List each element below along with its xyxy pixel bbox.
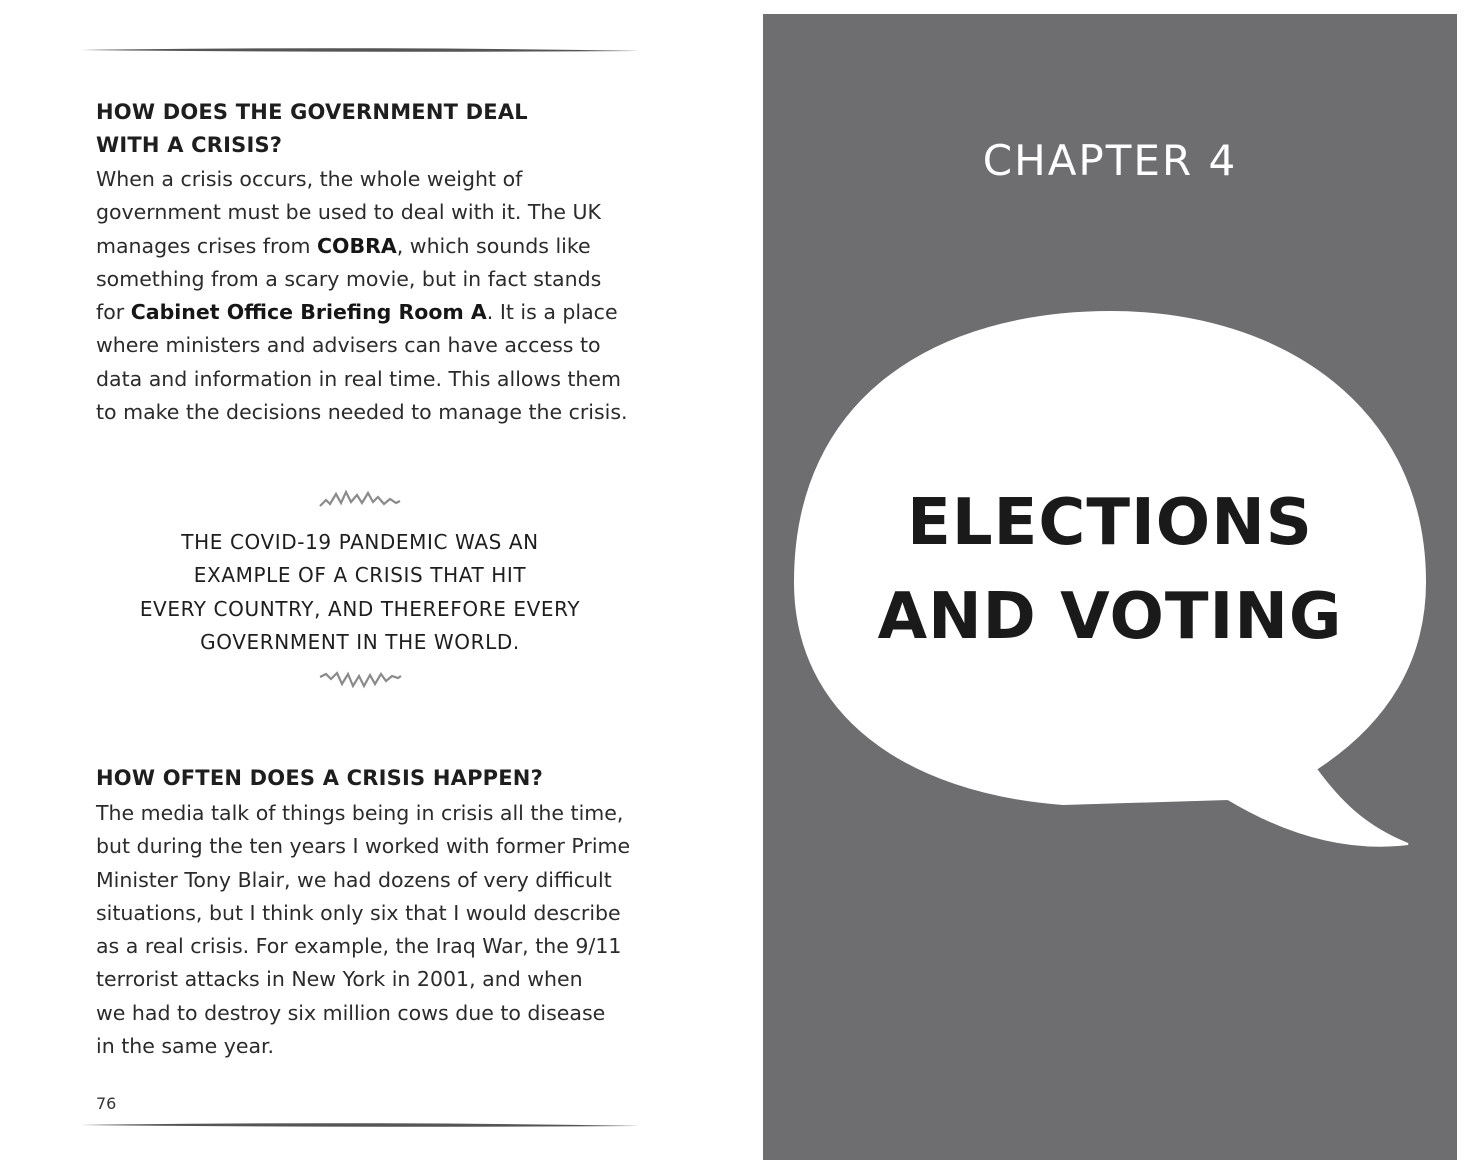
callout-line: EVERY COUNTRY, AND THEREFORE EVERY xyxy=(139,596,581,621)
body-line: but during the ten years I worked with former Prime xyxy=(96,834,631,859)
bottom-rule xyxy=(80,1120,642,1130)
heading-line: HOW OFTEN DOES A CRISIS HAPPEN? xyxy=(96,766,543,790)
body-line: situations, but I think only six that I would describe xyxy=(96,900,621,925)
body-line: terrorist attacks in New York in 2001, and when xyxy=(96,967,583,992)
section-heading-crisis xyxy=(96,96,528,162)
body-line: in the same year. xyxy=(96,1034,275,1059)
cobra-term: COBRA xyxy=(317,233,397,258)
callout-quote xyxy=(120,526,600,659)
body-line: The media talk of things being in crisis all the time, xyxy=(96,801,624,825)
body-line: data and information in real time. This allows them xyxy=(96,366,622,391)
top-rule xyxy=(80,45,642,55)
body-line: Minister Tony Blair, we had dozens of very difficult xyxy=(96,867,612,892)
body-fragment: . It is a place xyxy=(486,300,618,325)
callout-line: EXAMPLE OF A CRISIS THAT HIT xyxy=(193,563,527,588)
body-line: we had to destroy six million cows due to disease xyxy=(96,1000,606,1025)
body-line xyxy=(96,230,628,263)
body-fragment: manages crises from xyxy=(96,233,318,258)
chapter-opener-page xyxy=(763,14,1457,1160)
body-line xyxy=(96,296,628,329)
chapter-title-line: AND VOTING xyxy=(877,580,1343,654)
body-line: When a crisis occurs, the whole weight of xyxy=(96,167,523,191)
body-line: something from a scary movie, but in fact stands xyxy=(96,266,602,291)
section-body-crisis xyxy=(96,163,628,429)
body-line: government must be used to deal with it. The UK xyxy=(96,200,602,225)
section-body-frequency xyxy=(96,797,630,1063)
body-fragment: , which sounds like xyxy=(396,233,591,258)
chapter-title-line: ELECTIONS xyxy=(907,486,1313,560)
heading-line: HOW DOES THE GOVERNMENT DEAL xyxy=(96,100,528,124)
heading-line: WITH A CRISIS? xyxy=(96,133,283,157)
body-line: as a real crisis. For example, the Iraq War, the 9/11 xyxy=(96,934,622,959)
body-line: where ministers and advisers can have access to xyxy=(96,333,601,358)
zigzag-ornament-icon xyxy=(318,488,402,510)
body-fragment: for xyxy=(96,300,131,325)
zigzag-ornament-icon xyxy=(318,668,402,690)
callout-line: THE COVID-19 PANDEMIC WAS AN xyxy=(181,530,539,554)
cobra-expansion-term: Cabinet Office Briefing Room A xyxy=(130,300,487,325)
chapter-label: CHAPTER 4 xyxy=(982,136,1238,185)
chapter-title xyxy=(763,476,1457,664)
body-line: to make the decisions needed to manage the crisis. xyxy=(96,400,628,425)
section-heading-frequency xyxy=(96,762,543,795)
page-number: 76 xyxy=(96,1094,117,1113)
callout-line: GOVERNMENT IN THE WORLD. xyxy=(200,629,520,654)
